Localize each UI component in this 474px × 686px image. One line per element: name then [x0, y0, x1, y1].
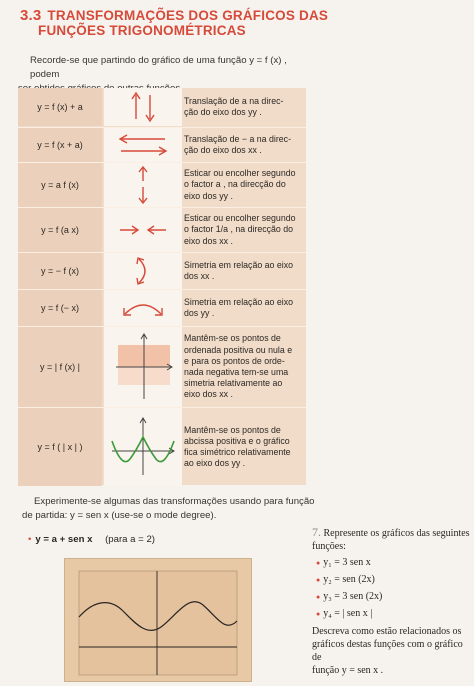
desc-line: ao eixo dos yy . [184, 458, 246, 469]
formula-cell: y = f (x) + a [18, 88, 102, 126]
description-cell [182, 290, 306, 326]
description-cell [182, 128, 306, 162]
section-title [20, 8, 328, 38]
formula-cell: y = f (x + a) [18, 128, 102, 162]
desc-line: Translação de a na direc- [184, 95, 284, 106]
formula-cell: y = f ( | x | ) [18, 408, 102, 486]
transformations-table [18, 88, 306, 485]
exercise-box [312, 526, 474, 677]
title-line-2: FUNÇÕES TRIGONOMÉTRICAS [38, 23, 246, 38]
experiment-paragraph [22, 495, 322, 523]
table-row [18, 207, 306, 252]
section-number: 3.3 [20, 7, 42, 24]
formula-cell: y = a f (x) [18, 163, 102, 207]
desc-line: o factor 1/a , na direcção do [184, 224, 294, 235]
exercise-text-4: gráficos destas funções com o gráfico de [312, 639, 463, 663]
desc-line: simetria relativamente ao [184, 378, 283, 389]
desc-line: o factor a , na direcção do [184, 179, 286, 190]
example-formula: y = a + sen x [35, 534, 93, 545]
horizontal-stretch-icon [117, 223, 169, 237]
horizontal-arrows-icon [115, 132, 171, 158]
desc-line: ordenada positiva ou nula e [184, 344, 293, 355]
table-row [18, 252, 306, 289]
exercise-number: 7. [312, 525, 321, 539]
desc-line: eixo dos xx . [184, 235, 233, 246]
desc-line: Esticar ou encolher segundo [184, 168, 296, 179]
list-item: ● y₃ = 3 sen (2x) [316, 591, 383, 602]
table-row [18, 162, 306, 207]
description-cell [182, 163, 306, 207]
symmetric-curve-icon [108, 415, 178, 479]
calculator-screen [64, 558, 252, 682]
list-item: ● y₂ = sen (2x) [316, 574, 375, 585]
list-item: ● y₄ = | sen x | [316, 608, 373, 619]
desc-line: eixo dos yy . [184, 190, 233, 201]
formula-cell: y = f (− x) [18, 290, 102, 326]
icon-cell [104, 290, 182, 326]
desc-line: fica simétrico relativamente [184, 447, 291, 457]
icon-cell [104, 128, 182, 162]
icon-cell [104, 208, 182, 252]
description-cell [182, 408, 306, 486]
horizontal-reflect-icon [120, 296, 166, 320]
list-item-text: y₄ = | sen x | [323, 608, 373, 619]
list-item-text: y₃ = 3 sen (2x) [323, 591, 383, 602]
desc-line: Simetria em relação ao eixo [184, 296, 294, 307]
desc-line: dos yy . [184, 308, 215, 318]
exercise-text-2: funções: [312, 541, 346, 552]
desc-line: eixo dos xx . [184, 389, 233, 400]
icon-cell [104, 163, 182, 207]
example-equation [28, 534, 155, 545]
list-item: ● y₁ = 3 sen x [316, 557, 371, 568]
table-row [18, 326, 306, 407]
desc-line: Mantêm-se os pontos de [184, 333, 281, 344]
icon-cell [104, 408, 182, 486]
icon-cell [104, 253, 182, 289]
desc-line: ção do eixo dos yy . [184, 107, 262, 117]
desc-line: Esticar ou encolher segundo [184, 213, 296, 224]
vertical-arrows-icon [123, 91, 163, 123]
list-item-text: y₁ = 3 sen x [323, 557, 371, 568]
icon-cell [104, 327, 182, 407]
bullet-icon: • [28, 534, 32, 545]
exercise-text-5: função y = sen x . [312, 665, 384, 676]
desc-line: ção do eixo dos xx . [184, 145, 262, 155]
example-note: (para a = 2) [105, 534, 155, 545]
description-cell [182, 327, 306, 407]
desc-line: Simetria em relação ao eixo [184, 259, 294, 270]
title-line-1: TRANSFORMAÇÕES DOS GRÁFICOS DAS [47, 8, 329, 23]
formula-cell: y = f (a x) [18, 208, 102, 252]
sine-graph [65, 559, 251, 681]
table-row [18, 289, 306, 326]
exercise-text-3: Descreva como estão relacionados os [312, 626, 462, 637]
vertical-reflect-icon [131, 255, 155, 287]
intro-line-1: Recorde-se que partindo do gráfico de uma função y = f (x) , podem [30, 55, 287, 80]
para2-line-2: de partida: y = sen x (use-se o mode degree). [22, 510, 217, 521]
desc-line: Mantêm-se os pontos de [184, 424, 281, 435]
formula-cell: y = | f (x) | [18, 327, 102, 407]
absolute-value-axes-icon [110, 331, 176, 403]
table-row [18, 88, 306, 126]
desc-line: nada negativa tem-se uma [184, 367, 289, 377]
description-cell [182, 253, 306, 289]
vertical-stretch-icon [133, 165, 153, 205]
desc-line: abcissa positiva e o gráfico [184, 435, 290, 446]
exercise-text-1: Represente os gráficos das seguintes [323, 528, 470, 539]
desc-line: dos xx . [184, 271, 215, 281]
desc-line: e para os pontos de orde- [184, 355, 285, 366]
description-cell [182, 88, 306, 126]
table-row [18, 407, 306, 486]
table-row [18, 127, 306, 162]
desc-line: Translação de − a na direc- [184, 133, 292, 144]
description-cell [182, 208, 306, 252]
formula-cell: y = − f (x) [18, 253, 102, 289]
icon-cell [104, 88, 182, 126]
list-item-text: y₂ = sen (2x) [323, 574, 375, 585]
para2-line-1: Experimente-se algumas das transformações usando para função [34, 496, 315, 507]
